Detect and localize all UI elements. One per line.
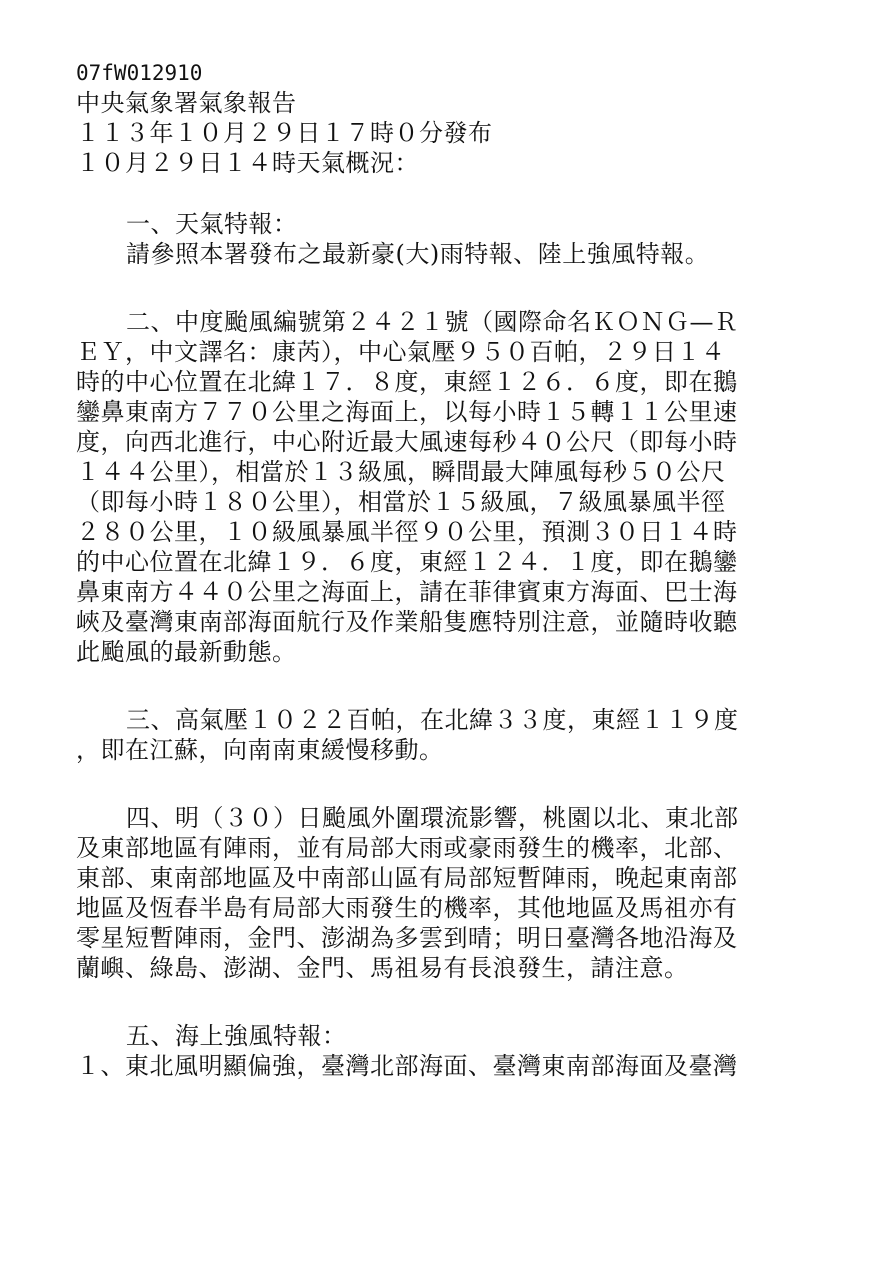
section-line: ，即在江蘇，向南南東緩慢移動。 (76, 736, 444, 764)
section-line: 請參照本署發布之最新豪(大)雨特報、陸上強風特報。 (126, 240, 710, 268)
section-heading: 一、天氣特報： (126, 210, 298, 238)
section-tomorrow-forecast (76, 803, 806, 983)
section-line: 的中心位置在北緯１９．６度，東經１２４．１度，即在鵝鑾 (76, 548, 738, 576)
section-line: 時的中心位置在北緯１７．８度，東經１２６．６度，即在鵝 (76, 368, 738, 396)
section-line: 此颱風的最新動態。 (76, 638, 297, 666)
overview-heading: １０月２９日１４時天氣概況： (76, 149, 419, 177)
section-line: 二、中度颱風編號第２４２１號（國際命名ＫＯＮＧ—Ｒ (126, 308, 739, 336)
section-line: 零星短暫陣雨，金門、澎湖為多雲到晴；明日臺灣各地沿海及 (76, 924, 738, 952)
section-line: ＥＹ，中文譯名：康芮），中心氣壓９５０百帕，２９日１４ (76, 338, 726, 366)
section-line: 地區及恆春半島有局部大雨發生的機率，其他地區及馬祖亦有 (76, 894, 738, 922)
section-line: １、東北風明顯偏強，臺灣北部海面、臺灣東南部海面及臺灣 (76, 1052, 738, 1080)
section-line: 峽及臺灣東南部海面航行及作業船隻應特別注意，並隨時收聽 (76, 608, 738, 636)
section-line: 蘭嶼、綠島、澎湖、金門、馬祖易有長浪發生，請注意。 (76, 954, 689, 982)
section-line: １４４公里），相當於１３級風，瞬間最大陣風每秒５０公尺 (76, 458, 726, 486)
agency-title: 中央氣象署氣象報告 (76, 89, 297, 117)
section-marine-wind-warning (76, 1021, 806, 1081)
section-high-pressure (76, 705, 806, 765)
weather-report-document (76, 58, 806, 1081)
section-heading: 五、海上強風特報： (126, 1022, 347, 1050)
section-line: 東部、東南部地區及中南部山區有局部短暫陣雨，晚起東南部 (76, 864, 738, 892)
section-line: （即每小時１８０公里），相當於１５級風，７級風暴風半徑 (76, 488, 726, 516)
issue-time: １１３年１０月２９日１７時０分發布 (76, 119, 493, 147)
section-typhoon (76, 307, 806, 667)
section-line: ２８０公里，１０級風暴風半徑９０公里，預測３０日１４時 (76, 518, 738, 546)
section-line: 鑾鼻東南方７７０公里之海面上，以每小時１５轉１１公里速 (76, 398, 738, 426)
section-line: 及東部地區有陣雨，並有局部大雨或豪雨發生的機率，北部、 (76, 834, 738, 862)
section-line: 鼻東南方４４０公里之海面上，請在菲律賓東方海面、巴士海 (76, 578, 738, 606)
section-weather-warning (76, 209, 806, 269)
document-code: 07fW012910 (76, 61, 203, 85)
section-line: 四、明（３０）日颱風外圍環流影響，桃園以北、東北部 (126, 804, 739, 832)
section-line: 度，向西北進行，中心附近最大風速每秒４０公尺（即每小時 (76, 428, 738, 456)
section-line: 三、高氣壓１０２２百帕，在北緯３３度，東經１１９度 (126, 706, 739, 734)
